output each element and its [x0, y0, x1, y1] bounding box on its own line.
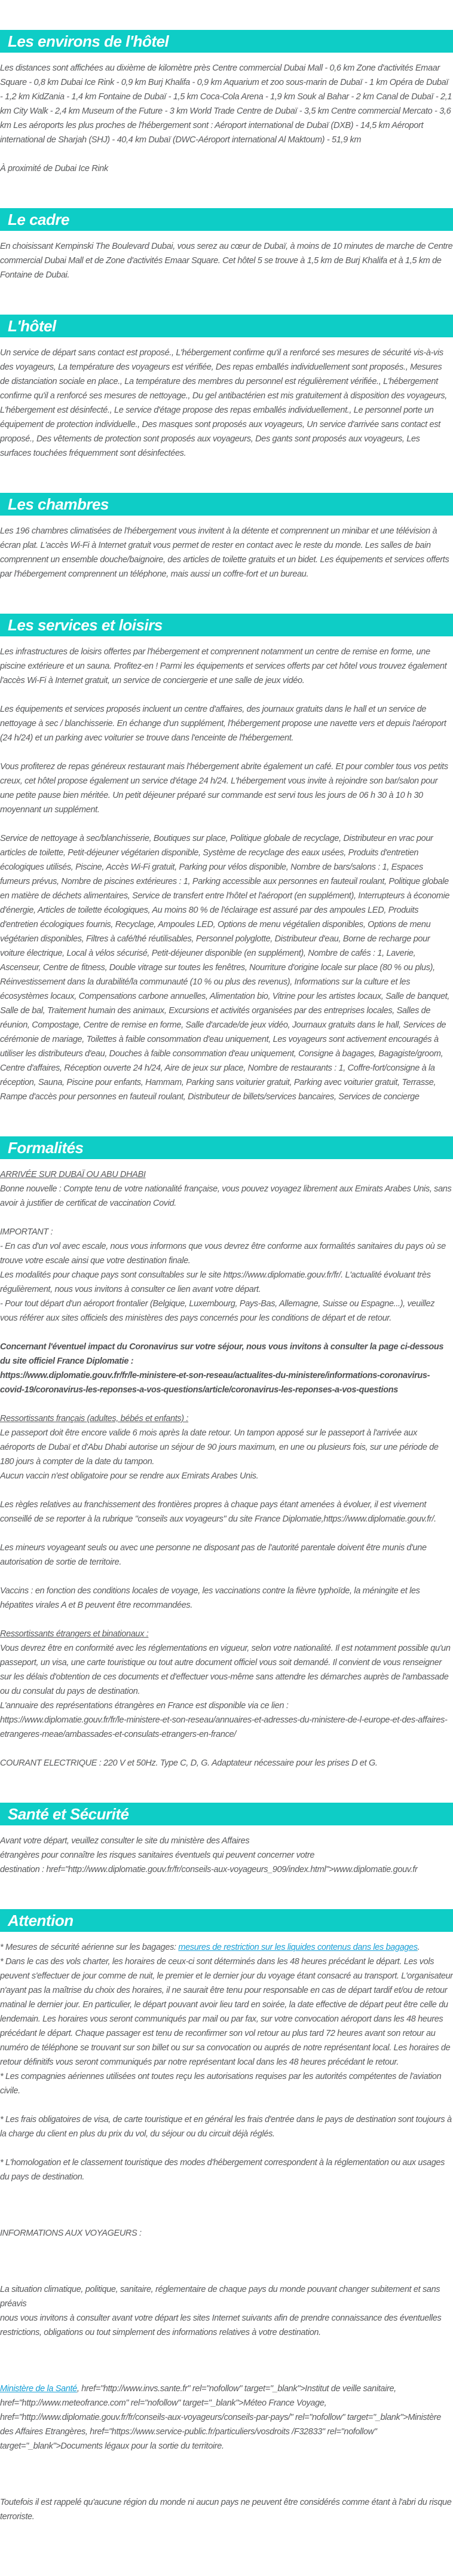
section-environs: [0, 30, 453, 176]
terrorism-paragraph: [0, 2495, 453, 2524]
proximity-paragraph: [0, 161, 453, 176]
directory-paragraph: [0, 1699, 453, 1713]
section-body-hotel: [0, 346, 453, 461]
sections-container: [0, 30, 453, 2524]
text-run: * Mesures de sécurité aérienne sur les bagages:: [0, 1943, 179, 1952]
section-body-services: [0, 645, 453, 1104]
visa-fees-paragraph: [0, 2112, 453, 2141]
french-nationals-title: [0, 1412, 453, 1426]
situation-paragraph: [0, 2282, 453, 2311]
text-run: Un service de départ sans contact est proposé., L'hébergement confirme qu'il a renforcé ses mesures de sécurité vis-à-vis des voyageurs, La température des voyageurs est vérifiée, Des repas emballés individuellement sont proposés., Mesures de distanciation sociale en place., La température des membres du personnel est régulièrement vérifiée., L'hébergement confirme qu'il a renforcé ses mesures de nettoyage., Du gel antibactérien est mis gratuitement à disposition des voyageurs, L'hébergement est désinfecté., Le service d'étage propose des repas emballés individuellement., Le personnel porte un équipement de protection individuelle., Des masques sont proposés aux voyageurs, Un service d'arrivée sans contact est proposé., Des vêtements de protection sont proposés aux voyageurs, Des gants sont proposés aux voyageurs, Les surfaces touchées fréquemment sont désinfectées.: [0, 348, 447, 458]
section-body-chambres: [0, 524, 453, 581]
text-run: INFORMATIONS AUX VOYAGEURS :: [0, 2229, 142, 2238]
official-links-paragraph: [0, 2382, 453, 2453]
section-heading-attention: Attention: [0, 1909, 453, 1932]
text-run: À proximité de Dubai Ice Rink: [0, 164, 108, 173]
border-airport-paragraph: [0, 1297, 453, 1325]
directory-url: [0, 1713, 453, 1742]
text-run: Vaccins : en fonction des conditions locales de voyage, les vaccinations contre la fièvre typhoïde, la méningite et les hépatites virales A et B peuvent être recommandées.: [0, 1586, 420, 1610]
text-run: Les équipements et services proposés incluent un centre d'affaires, des journaux gratuits dans le hall et un service de nettoyage à sec / blanchisserie. En échange d'un supplément, l'hébergement propose une navette vers et depuis l'aéroport (24 h/24) et un parking avec voiturier se trouve dans l'enceinte de l'hébergement.: [0, 705, 446, 743]
text-run: IMPORTANT :: [0, 1227, 53, 1237]
hotel-info-page: [0, 30, 453, 2524]
section-hotel: [0, 315, 453, 461]
text-run: Les règles relatives au franchissement des frontières propres à chaque pays étant amenées à évoluer, il est vivement conseillé de se reporter à la rubrique "conseils aux voyageurs" du site France Diplomatie,https://www.diplomatie.gouv.fr/.: [0, 1500, 436, 1524]
text-run: Service de nettoyage à sec/blanchisserie, Boutiques sur place, Politique globale de recyclage, Distributeur en vrac pour articles de toilette, Petit-déjeuner végétarien disponible, Système de recyclage des eaux usées, Produits d'entretien écologiques utilisés, Piscine, Accès Wi-Fi gratuit, Parking pour vélos disponible, Nombre de bars/salons : 1, Espaces fumeurs prévus, Nombre de piscines extérieures : 1, Parking accessible aux personnes en fauteuil roulant, Politique globale en matière de déchets alimentaires, Service de transfert entre l'hôtel et l'aéroport (en supplément), Interrupteurs à économie d'énergie, Articles de toilette écologiques, Au moins 80 % de l'éclairage est assuré par des ampoules LED, Produits d'entretien écologiques fournis, Recyclage, Ampoules LED, Options de menu végétalien disponibles, Options de menu végétarien disponibles, Filtres à café/thé réutilisables, Personnel polyglotte, Distributeur d'eau, Borne de recharge pour voiture électrique, Local à vélos sécurisé, Petit-déjeuner disponible (en supplément), Nombre de cafés : 1, Laverie, Ascenseur, Centre de fitness, Double vitrage sur toutes les fenêtres, Nourriture d'origine locale sur place (80 % ou plus), Réinvestissement dans la durabilité/la communauté (10 % ou plus des revenus), Informations sur la culture et les écosystèmes locaux, Compensations carbone annuelles, Alimentation bio, Vitrine pour les artistes locaux, Salle de banquet, Salle de bal, Traitement humain des animaux, Excursions et activités organisées par des entreprises locales, Salles de réunion, Compostage, Centre de remise en forme, Salle d'arcade/de jeux vidéo, Journaux gratuits dans le hall, Services de cérémonie de mariage, Toilettes à faible consommation d'eau uniquement, Les voyageurs sont activement encouragés à utiliser les distributeurs d'eau, Douches à faible consommation d'eau uniquement, Consigne à bagages, Bagagiste/groom, Centre d'affaires, Réception ouverte 24 h/24, Aire de jeux sur place, Nombre de restaurants : 1, Coffre-fort/consigne à la réception, Sauna, Piscine pour enfants, Hammam, Parking sans voiturier gratuit, Parking avec voiturier gratuit, Terrasse, Rampe d'accès pour personnes en fauteuil roulant, Distributeur de billets/services bancaires, Services de concierge: [0, 834, 450, 1102]
consult-sites-paragraph: [0, 2311, 453, 2340]
coronavirus-notice: [0, 1340, 453, 1368]
stopover-paragraph: [0, 1239, 453, 1268]
text-run: Avant votre départ, veuillez consulter le site du ministère des Affaires: [0, 1836, 250, 1846]
facilities-paragraph: [0, 702, 453, 745]
section-attention: [0, 1909, 453, 2524]
setting-paragraph: [0, 239, 453, 282]
text-run: En choisissant Kempinski The Boulevard Dubai, vous serez au cœur de Dubaï, à moins de 10 minutes de marche de Centre commercial Dubai Mall et de Zone d'activités Emaar Square. Cet hôtel 5 se trouve à 1,5 km de Burj Khalifa et à 1,5 km de Fontaine de Dubai.: [0, 242, 453, 280]
text-run: Les 196 chambres climatisées de l'hébergement vous invitent à la détente et comprennent un minibar et une télévision à écran plat. L'accès Wi-Fi à Internet gratuit vous permet de rester en contact avec le reste du monde. Les salles de bain comprennent un ensemble douche/baignoire, des articles de toilette gratuits et un bidet. Les équipements et services offerts par l'hébergement comprennent un téléphone, mais aussi un coffre-fort et un bureau.: [0, 526, 449, 579]
arrival-title: [0, 1167, 453, 1182]
text-run: * Les compagnies aériennes utilisées ont toutes reçu les autorisations requises par les autorités compétentes de l'aviation civile.: [0, 2072, 442, 2096]
section-heading-hotel: L'hôtel: [0, 315, 453, 337]
text-run: Les infrastructures de loisirs offertes par l'hébergement et comprennent notamment un centre de remise en forme, une piscine extérieure et un sauna. Profitez-en ! Parmi les équipements et services offerts par cet hôtel vous trouvez également l'accès Wi-Fi à Internet gratuit, un service de conciergerie et une salle de jeux vidéo.: [0, 647, 447, 685]
no-vaccine-paragraph: [0, 1469, 453, 1483]
text-run: COURANT ELECTRIQUE : 220 V et 50Hz. Type C, D, G. Adaptateur nécessaire pour les prises D et G.: [0, 1758, 378, 1768]
covid-measures-paragraph: [0, 346, 453, 461]
text-run: Bonne nouvelle : Compte tenu de votre nationalité française, vous pouvez voyagez librement aux Emirats Arabes Unis, sans avoir à justifier de certificat de vaccination Covid.: [0, 1184, 452, 1208]
health-line-1: [0, 1834, 453, 1848]
homologation-paragraph: [0, 2156, 453, 2184]
text-run: La situation climatique, politique, sanitaire, réglementaire de chaque pays du monde pouvant changer subitement et sans préavis: [0, 2285, 440, 2309]
section-body-attention: [0, 1940, 453, 2524]
section-heading-cadre: Le cadre: [0, 208, 453, 231]
text-run: étrangères pour connaître les risques sanitaires éventuels qui peuvent concerner votre: [0, 1851, 315, 1860]
section-services: [0, 614, 453, 1104]
text-run: Ressortissants français (adultes, bébés et enfants) :: [0, 1414, 189, 1423]
text-run: Le passeport doit être encore valide 6 mois après la date retour. Un tampon apposé sur le passeport à l'arrivée aux aéroports de Dubaï et d'Abu Dhabi autorise un séjour de 90 jours maximum, en une ou plusieurs fois, sur une période de 180 jours à compter de la date du tampon.: [0, 1428, 439, 1467]
passport-paragraph: [0, 1426, 453, 1469]
section-body-environs: [0, 61, 453, 176]
health-line-3: [0, 1862, 453, 1877]
text-run: - En cas d'un vol avec escale, nous vous informons que vous devrez être conforme aux formalités sanitaires du pays où se trouve votre escale ainsi que votre destination finale.: [0, 1242, 446, 1266]
text-run: Vous profiterez de repas généreux restaurant mais l'hébergement abrite également un café. Et pour combler tous vos petits creux, cet hôtel propose également un service d'étage 24 h/24. L'hébergement vous invite à rejoindre son bar/salon pour une petite pause bien méritée. Un petit déjeuner préparé sur commande est servi tous les jours de 06 h 30 à 10 h 30 moyennant un supplément.: [0, 762, 448, 815]
amenities-list-paragraph: [0, 831, 453, 1104]
distances-paragraph: [0, 61, 453, 147]
rooms-paragraph: [0, 524, 453, 581]
text-run: Les mineurs voyageant seuls ou avec une personne ne disposant pas de l'autorité parentale doivent être munis d'une autorisation de sortie de territoire.: [0, 1543, 427, 1567]
text-run: .: [417, 1943, 420, 1952]
section-body-cadre: [0, 239, 453, 282]
text-run: * L'homologation et le classement touristique des modes d'hébergement correspondent à la réglementation ou aux usages du pays de destination.: [0, 2158, 445, 2182]
section-chambres: [0, 493, 453, 581]
text-run: ARRIVÉE SUR DUBAÏ OU ABU DHABI: [0, 1170, 146, 1179]
section-body-sante: [0, 1834, 453, 1877]
foreign-nationals-title: [0, 1627, 453, 1641]
ministere-sante-link[interactable]: Ministère de la Santé: [0, 2384, 77, 2394]
section-heading-formalites: Formalités: [0, 1136, 453, 1159]
modalities-paragraph: [0, 1268, 453, 1297]
text-run: https://www.diplomatie.gouv.fr/fr/le-ministere-et-son-reseau/actualites-du-ministere/informations-coronavirus-covid-19/coronavirus-les-reponses-a-vos-questions/article/coronavirus-les-reponses-a-vos-questions: [0, 1371, 430, 1395]
text-run: https://www.diplomatie.gouv.fr/fr/le-ministere-et-son-reseau/annuaires-et-adresses-du-ministere-de-l-europe-et-des-affaires-etrangeres-meae/ambassades-et-consulats-etrangers-en-france/: [0, 1715, 448, 1739]
minors-paragraph: [0, 1541, 453, 1569]
text-run: , href="http://www.invs.sante.fr" rel="nofollow" target="_blank">Institut de veille sanitaire, href="http://www.meteofrance.com" rel="nofollow" target="_blank">Méteo France Voyage, href="http://www.diplomatie.gouv.fr/fr/conseils-aux-voyageurs/conseils-par-pays/" rel="nofollow" target="_blank">Ministère des Affaires Etrangères, href="https://www.service-public.fr/particuliers/vosdroits /F32833" rel="nofollow" target="_blank">Documents légaux pour la sortie du territoire.: [0, 2384, 441, 2451]
text-run: nous vous invitons à consulter avant votre départ les sites Internet suivants afin de prendre connaissance des éventuelles restrictions, obligations ou tout simplement des informations relatives à votre destination.: [0, 2313, 442, 2337]
text-run: L'annuaire des représentations étrangères en France est disponible via ce lien :: [0, 1701, 289, 1711]
section-heading-sante: Santé et Sécurité: [0, 1803, 453, 1825]
coronavirus-url: [0, 1368, 453, 1397]
section-formalites: [0, 1136, 453, 1770]
text-run: * Les frais obligatoires de visa, de carte touristique et en général les frais d'entrée dans le pays de destination sont toujours à la charge du client en plus du prix du vol, du séjour ou du circuit déjà réglés.: [0, 2115, 452, 2139]
border-rules-paragraph: [0, 1498, 453, 1526]
good-news-paragraph: [0, 1182, 453, 1211]
health-line-2: [0, 1848, 453, 1862]
airlines-paragraph: [0, 2069, 453, 2098]
foreign-nationals-paragraph: [0, 1641, 453, 1699]
text-run: destination : href="http://www.diplomatie.gouv.fr/fr/conseils-aux-voyageurs_909/index.html">www.diplomatie.gouv.fr: [0, 1865, 418, 1874]
section-body-formalites: [0, 1167, 453, 1770]
text-run: Ressortissants étrangers et binationaux :: [0, 1629, 149, 1639]
text-run: Les distances sont affichées au dixième de kilomètre près Centre commercial Dubai Mall - 0,6 km Zone d'activités Emaar Square - 0,8 km Dubai Ice Rink - 0,9 km Burj Khalifa - 0,9 km Aquarium et zoo sous-marin de Dubaï - 1 km Opéra de Dubaï - 1,2 km KidZania - 1,4 km Fontaine de Dubaï - 1,5 km Coca-Cola Arena - 1,9 km Souk al Bahar - 2 km Canal de Dubaï - 2,1 km City Walk - 2,4 km Museum of the Future - 3 km World Trade Centre de Dubaï - 3,5 km Centre commercial Mercato - 3,6 km Les aéroports les plus proches de l'hébergement sont : Aéroport international de Dubaï (DXB) - 14,5 km Aéroport international de Sharjah (SHJ) - 40,4 km Dubaï (DWC-Aéroport international Al Maktoum) - 51,9 km: [0, 63, 452, 145]
vaccines-paragraph: [0, 1584, 453, 1612]
section-heading-chambres: Les chambres: [0, 493, 453, 516]
dining-paragraph: [0, 760, 453, 817]
leisure-paragraph: [0, 645, 453, 688]
travellers-info-label: [0, 2226, 453, 2240]
electricity-paragraph: [0, 1756, 453, 1770]
section-cadre: [0, 208, 453, 282]
baggage-security-paragraph: [0, 1940, 453, 1955]
text-run: Toutefois il est rappelé qu'aucune région du monde ni aucun pays ne peuvent être considérés comme étant à l'abri du risque terroriste.: [0, 2498, 452, 2522]
charter-flights-paragraph: [0, 1955, 453, 2069]
text-run: Aucun vaccin n'est obligatoire pour se rendre aux Emirats Arabes Unis.: [0, 1471, 259, 1481]
section-heading-services: Les services et loisirs: [0, 614, 453, 636]
text-run: * Dans le cas des vols charter, les horaires de ceux-ci sont déterminés dans les 48 heures précédant le départ. Les vols peuvent s'effectuer de jour comme de nuit, le premier et le dernier jour du voyage étant consacré au transport. L'organisateur n'ayant pas la maîtrise du choix des horaires, il ne saurait être tenu pour responsable en cas de départ tardif et/ou de retour matinal le dernier jour. En particulier, le départ pouvant avoir lieu tard en soirée, la date effective de départ peut être celle du lendemain. Les horaires vous seront communiqués par mail ou par fax, sur votre convocation aéroport dans les 48 heures précédant le départ. Chaque passager est tenu de reconfirmer son vol retour au plus tard 72 heures avant son retour au numéro de téléphone se trouvant sur son billet ou sur sa convocation ou auprés de notre représentant local. Les horaires de retour définitifs vous seront communiqués par notre représentant local dans les 48 heures précédant le retour.: [0, 1957, 453, 2067]
section-heading-environs: Les environs de l'hôtel: [0, 30, 453, 53]
text-run: Concernant l'éventuel impact du Coronavirus sur votre séjour, nous vous invitons à consulter la page ci-dessous du site officiel France Diplomatie :: [0, 1342, 444, 1366]
text-run: Les modalités pour chaque pays sont consultables sur le site https://www.diplomatie.gouv.fr/fr/. L'actualité évoluant très régulièrement, nous vous invitons à consulter ce lien avant votre départ.: [0, 1270, 431, 1294]
important-label: [0, 1225, 453, 1239]
text-run: Vous devrez être en conformité avec les réglementations en vigueur, selon votre nationalité. Il est notamment possible qu'un passeport, un visa, une carte touristique ou tout autre document officiel vous soit demandé. Il convient de vous renseigner sur les délais d'obtention de ces documents et d'effectuer vous-même sans attendre les démarches auprès de l'ambassade ou du consulat du pays de destination.: [0, 1644, 451, 1696]
baggage-liquids-link[interactable]: mesures de restriction sur les liquides contenus dans les bagages: [178, 1943, 418, 1952]
section-sante: [0, 1803, 453, 1877]
text-run: - Pour tout départ d'un aéroport frontalier (Belgique, Luxembourg, Pays-Bas, Allemagne, Suisse ou Espagne...), veuillez vous référer aux sites officiels des ministères des pays concernés pour les conditions de départ et de retour.: [0, 1299, 435, 1323]
